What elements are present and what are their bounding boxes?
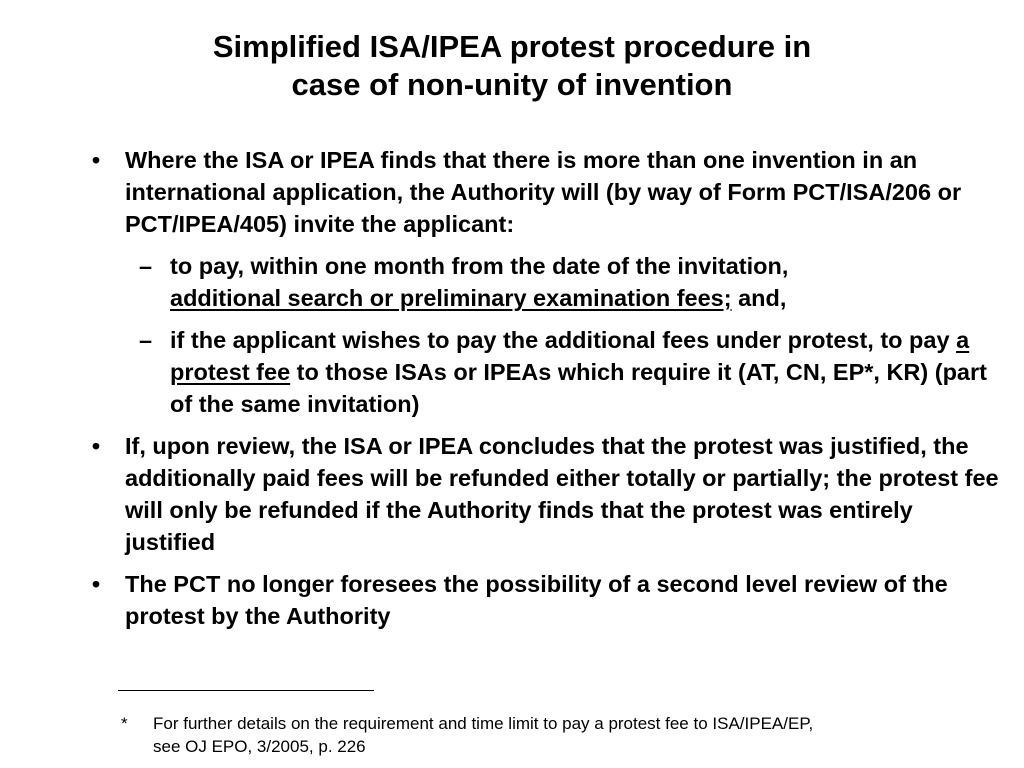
bullet-item	[0, 144, 1024, 420]
bullet-item	[0, 430, 1024, 558]
underlined-text: additional search or preliminary examination fees;	[170, 285, 732, 311]
bullet-dot-icon: •	[91, 571, 101, 597]
bullet-dot-icon: •	[91, 433, 101, 459]
bullet-dot-icon: •	[91, 147, 101, 173]
bullet-text: The PCT no longer foresees the possibility of a second level review of the protest by the Authority	[125, 571, 948, 629]
sub-bullet-text-tail: to those ISAs or IPEAs which require it (AT, CN, EP*, KR) (part of the same invitation)	[170, 359, 987, 417]
bullet-text: If, upon review, the ISA or IPEA concludes that the protest was justified, the additionally paid fees will be refunded either totally or partially; the protest fee will only be refunded if the Authority finds that the protest was entirely justified	[125, 433, 999, 555]
page-title	[0, 28, 1024, 104]
sub-bullet-text: if the applicant wishes to pay the additional fees under protest, to pay	[170, 327, 957, 353]
dash-icon: –	[139, 327, 153, 353]
bullet-list	[0, 144, 1024, 642]
sub-bullet-item	[125, 250, 1004, 314]
bullet-item	[0, 568, 1024, 632]
footnote-divider	[118, 690, 374, 691]
footnote-line-1: For further details on the requirement and time limit to pay a protest fee to ISA/IPEA/EP,	[153, 714, 814, 733]
sub-bullet-text: to pay, within one month from the date of the invitation,	[170, 253, 789, 279]
sub-bullet-item	[125, 324, 1004, 420]
footnote	[121, 712, 813, 758]
footnote-marker: *	[121, 714, 128, 733]
sub-bullet-list	[125, 250, 1004, 420]
title-line-2: case of non-unity of invention	[291, 67, 733, 102]
dash-icon: –	[139, 253, 153, 279]
bullet-text: Where the ISA or IPEA finds that there is more than one invention in an international application, the Authority will (by way of Form PCT/ISA/206 or PCT/IPEA/405) invite the applicant:	[125, 147, 962, 237]
sub-bullet-text-tail: and,	[731, 285, 787, 311]
footnote-line-2: see OJ EPO, 3/2005, p. 226	[153, 737, 366, 756]
underlined-text: a protest fee	[170, 327, 970, 385]
title-line-1: Simplified ISA/IPEA protest procedure in	[212, 29, 812, 64]
